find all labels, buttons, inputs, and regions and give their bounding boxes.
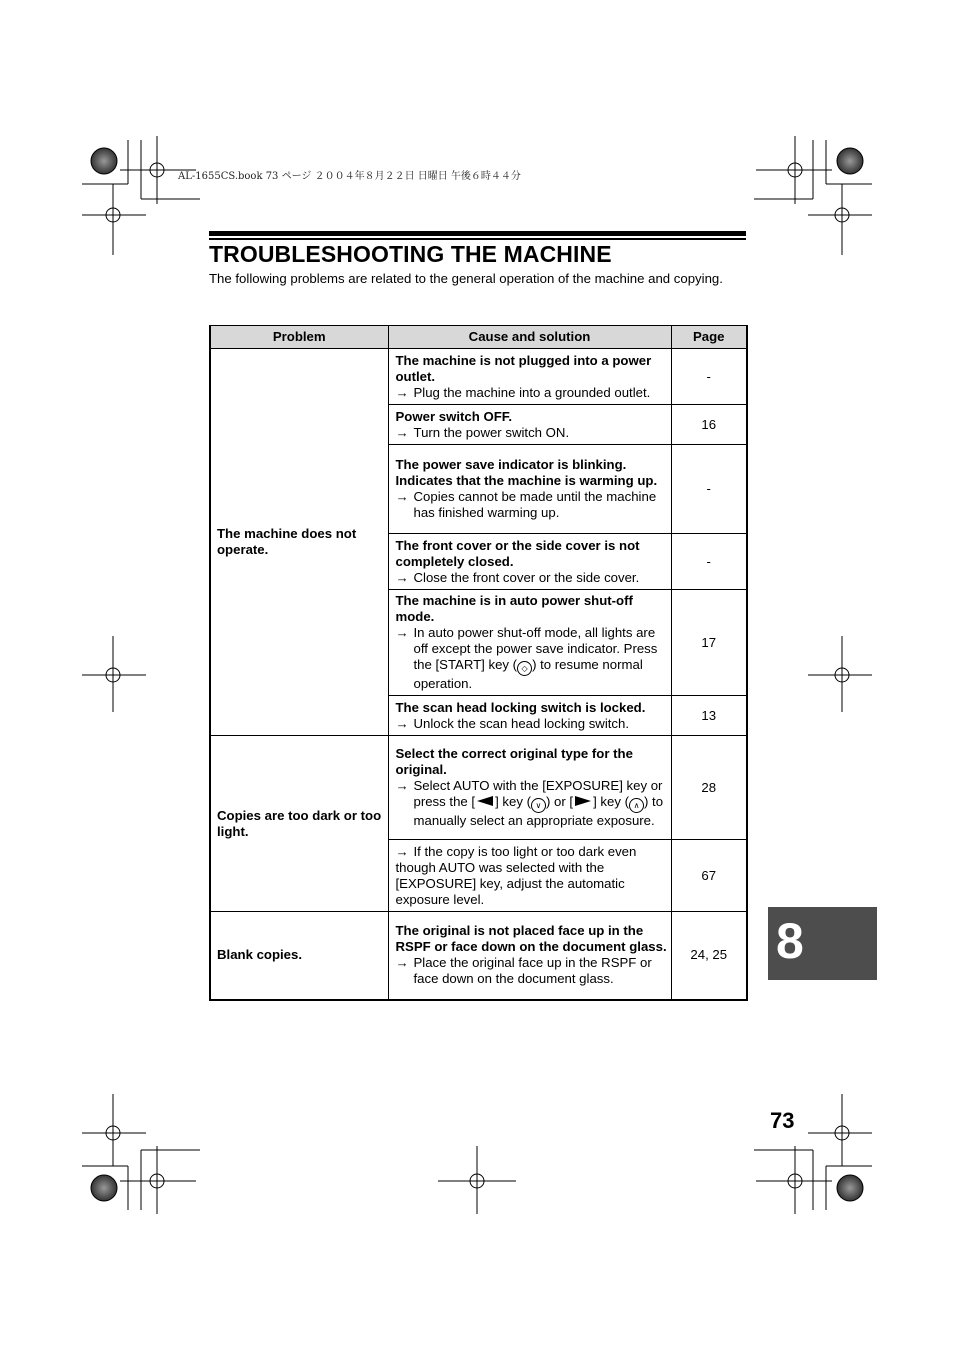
cause-title: Select the correct original type for the original. xyxy=(395,746,633,777)
header-problem: Problem xyxy=(210,326,388,349)
arrow-icon: → xyxy=(395,843,409,859)
solution-text: → If the copy is too light or too dark even though AUTO was selected with the [EXPOSURE] key, adjust the automatic exposure level. xyxy=(395,843,637,907)
problem-cell: The machine does not operate. xyxy=(210,349,388,736)
page-ref: - xyxy=(671,534,747,590)
cause-title: Power switch OFF. xyxy=(395,408,513,424)
cause-title: The scan head locking switch is locked. xyxy=(395,699,646,715)
cause-title: The power save indicator is blinking. Indicates that the machine is warming up. xyxy=(395,457,658,488)
cause-cell xyxy=(388,349,671,405)
arrow-icon: → xyxy=(395,715,409,731)
title-rule-thin xyxy=(209,238,746,240)
lighter-key-icon xyxy=(477,796,493,806)
solution-text: → In auto power shut-off mode, all lights are off except the power save indicator. Press the [START] key ( ◇ ) to resume normal operation. xyxy=(395,625,658,691)
troubleshooting-table xyxy=(209,325,748,1001)
solution-text: → Turn the power switch ON. xyxy=(395,424,570,440)
darker-key-icon xyxy=(575,796,591,806)
cause-title: The machine is not plugged into a power outlet. xyxy=(395,352,652,384)
page-ref: 67 xyxy=(671,840,747,912)
page-ref: - xyxy=(671,445,747,534)
cause-cell xyxy=(388,405,671,445)
table-row xyxy=(210,349,747,405)
page-ref: 28 xyxy=(671,736,747,840)
arrow-icon: → xyxy=(395,569,409,585)
solution-text: → Plug the machine into a grounded outlet. xyxy=(395,384,651,400)
solution-text: → Close the front cover or the side cover. xyxy=(395,569,640,585)
cause-cell xyxy=(388,840,671,912)
problem-cell: Copies are too dark or too light. xyxy=(210,736,388,912)
cause-title: The front cover or the side cover is not completely closed. xyxy=(395,537,640,569)
chapter-tab xyxy=(768,907,877,980)
arrow-icon: → xyxy=(395,778,409,793)
arrow-icon: → xyxy=(395,424,409,440)
page-number: 73 xyxy=(770,1108,795,1133)
cause-cell xyxy=(388,696,671,736)
cause-cell xyxy=(388,445,671,534)
table-header-row xyxy=(210,326,747,349)
arrow-icon: → xyxy=(395,489,409,504)
chapter-number: 8 xyxy=(776,913,804,969)
lighter-circle-icon: ∨ xyxy=(531,798,546,813)
cause-cell xyxy=(388,590,671,696)
arrow-icon: → xyxy=(395,625,409,640)
solution-text: → Unlock the scan head locking switch. xyxy=(395,715,630,731)
arrow-icon: → xyxy=(395,955,409,971)
solution-text: → Select AUTO with the [EXPOSURE] key or press the [ ] key ( ∨ ) or [ ] key ( ∧ ) to manually select an appropriate exposure. xyxy=(395,778,664,828)
intro-text: The following problems are related to the general operation of the machine and copying. xyxy=(209,271,723,286)
header-page: Page xyxy=(671,326,747,349)
page-ref: 24, 25 xyxy=(671,912,747,1000)
problem-cell: Blank copies. xyxy=(210,912,388,1000)
solution-text: → Place the original face up in the RSPF or face down on the document glass. xyxy=(395,955,652,987)
title-rule-thick xyxy=(209,231,746,236)
page-ref: 16 xyxy=(671,405,747,445)
arrow-icon: → xyxy=(395,384,409,400)
print-header: AL-1655CS.book 73 ページ ２００４年８月２２日 日曜日 午後６時４４分 xyxy=(178,171,521,182)
table-row xyxy=(210,736,747,840)
page-ref: 17 xyxy=(671,590,747,696)
page-title: TROUBLESHOOTING THE MACHINE xyxy=(209,241,612,267)
page-ref: - xyxy=(671,349,747,405)
table-row xyxy=(210,912,747,1000)
page-ref: 13 xyxy=(671,696,747,736)
darker-circle-icon: ∧ xyxy=(629,798,644,813)
cause-cell xyxy=(388,534,671,590)
cause-title: The original is not placed face up in the RSPF or face down on the document glass. xyxy=(395,923,667,955)
cause-title: The machine is in auto power shut-off mode. xyxy=(395,593,633,624)
start-key-icon: ◇ xyxy=(517,661,532,676)
cause-cell xyxy=(388,912,671,1000)
header-cause: Cause and solution xyxy=(388,326,671,349)
cause-cell xyxy=(388,736,671,840)
solution-text: → Copies cannot be made until the machine has finished warming up. xyxy=(395,489,657,520)
